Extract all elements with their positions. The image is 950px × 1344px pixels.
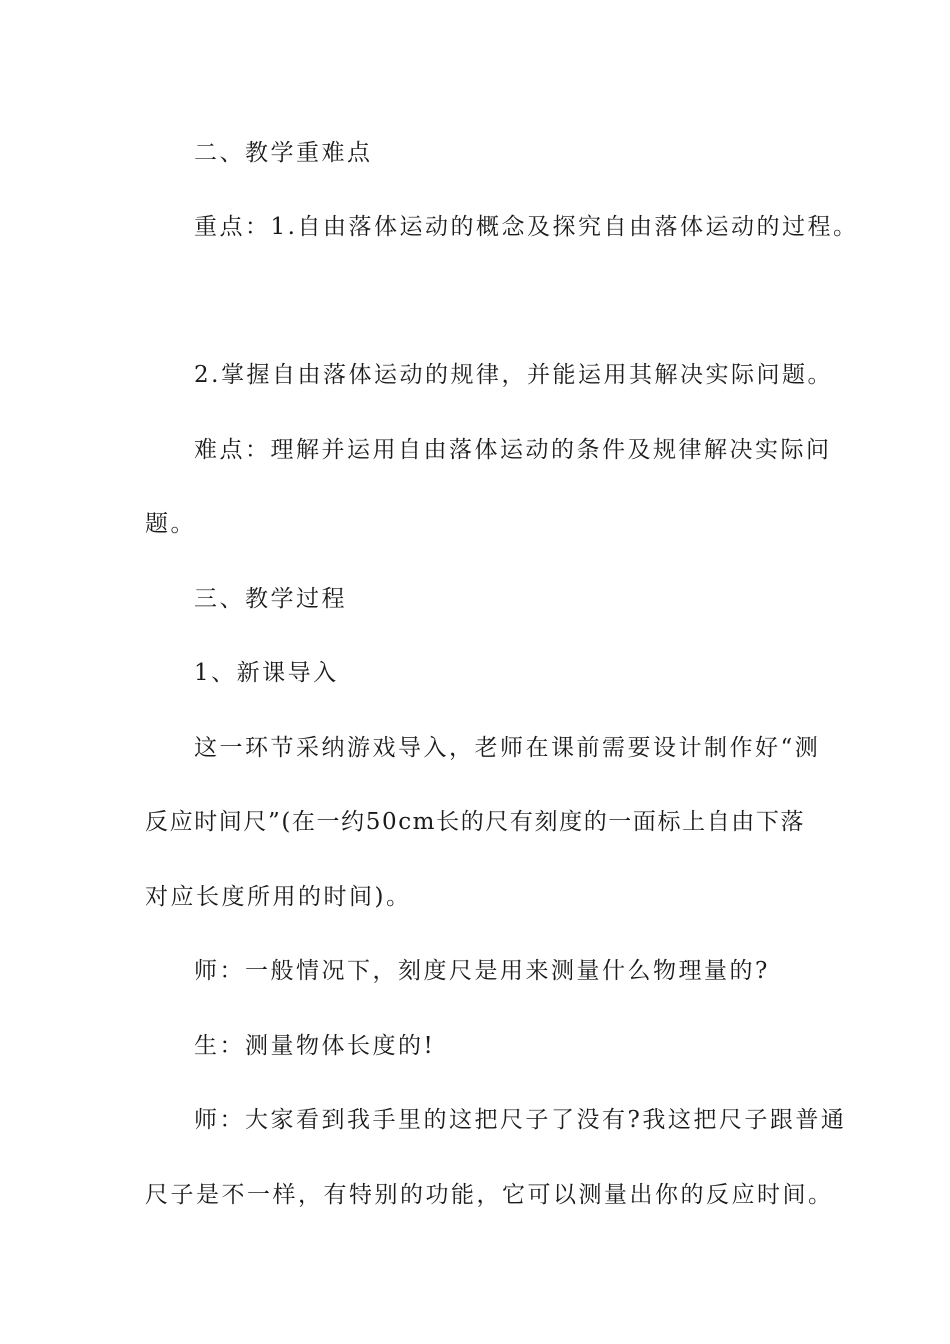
dialogue-teacher-2-line-2: 尺子是不一样，有特别的功能，它可以测量出你的反应时间。 (145, 1182, 834, 1208)
subheading-new-lesson-intro: 1、新课导入 (194, 660, 339, 686)
dialogue-teacher-2-line-1: 师：大家看到我手里的这把尺子了没有?我这把尺子跟普通 (194, 1107, 847, 1133)
paragraph-key-point-2: 2.掌握自由落体运动的规律，并能运用其解决实际问题。 (194, 362, 833, 388)
paragraph-difficulty-line-1: 难点：理解并运用自由落体运动的条件及规律解决实际问 (194, 437, 832, 463)
section-heading-key-points: 二、教学重难点 (194, 140, 373, 166)
paragraph-intro-line-1: 这一环节采纳游戏导入，老师在课前需要设计制作好“测 (194, 735, 821, 761)
dialogue-student-1: 生：测量物体长度的! (194, 1033, 436, 1059)
paragraph-difficulty-line-2: 题。 (145, 511, 196, 537)
section-heading-teaching-process: 三、教学过程 (194, 586, 347, 612)
dialogue-teacher-1: 师：一般情况下，刻度尺是用来测量什么物理量的? (194, 958, 770, 984)
paragraph-intro-line-2: 反应时间尺”(在一约50cm长的尺有刻度的一面标上自由下落 (145, 809, 806, 835)
paragraph-key-point-1: 重点：1.自由落体运动的概念及探究自由落体运动的过程。 (194, 214, 859, 240)
paragraph-intro-line-3: 对应长度所用的时间)。 (145, 884, 412, 910)
